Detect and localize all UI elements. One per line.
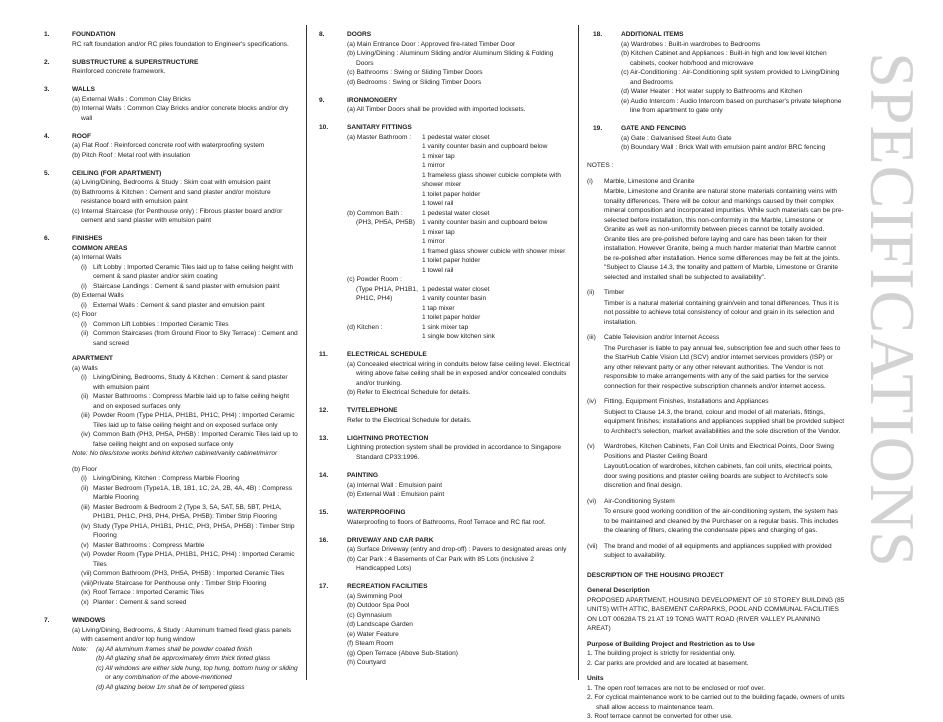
item-text: Master Bathrooms : Compress Marble laid up to false ceiling height and on exposed surfaces only [93, 393, 290, 410]
section-title: LIGHTNING PROTECTION [347, 434, 429, 442]
section-line: (d) Water Heater : Hot water supply to Bathrooms and Kitchen [621, 88, 803, 95]
section-line: (a) Wardrobes : Built-in wardrobes to Bedrooms [621, 40, 761, 48]
section-title: ROOF [72, 132, 92, 140]
subsection-title: APARTMENT [72, 355, 113, 363]
note-label: Note: [72, 645, 88, 653]
location-line: PH1C, PH4) [356, 295, 393, 303]
item-text: Common Staircases (from Ground Floor to Sky Terrace) : Cement and sand screed [93, 330, 298, 347]
purpose-title: Purpose of Building Project and Restriction as to Use [587, 640, 755, 648]
list-item [72, 579, 300, 589]
section-line: (b) Kitchen Cabinet and Appliances : Built-in high and low level kitchen cabinets, cooker hob/hood and microwave [621, 50, 827, 67]
location-line: (c) Powder Room : [347, 276, 402, 284]
fitting-item: 1 sink mixer tap [422, 323, 469, 331]
list-item [72, 411, 300, 430]
item-numeral: (x) [81, 598, 89, 606]
section-line: (a) External Walls : Common Clay Bricks [72, 95, 191, 103]
spec-section [38, 169, 300, 226]
fitting-item: 1 vanity counter basin and cupboard below [422, 219, 548, 227]
section-number: 10. [319, 124, 329, 132]
item-text: Common Bath (PH3, PH5A, PH5B) : Imported Ceramic Tiles laid up to false ceiling height and on exposed surface only [93, 431, 298, 448]
note-body: Layout/Location of wardrobes, kitchen cabinets, fan coil units, electrical points, door swing positions and plaster ceiling boards are subject to Architect's sole discretion and final design. [604, 463, 833, 490]
section-line: (e) Water Feature [347, 630, 399, 638]
spec-section [587, 124, 845, 153]
note-numeral: (i) [587, 177, 593, 185]
list-item [72, 484, 300, 503]
note-title: Wardrobes, Kitchen Cabinets, Fan Coil Units and Electrical Points, Door Swing Positions and Plaster Ceiling Board [604, 443, 834, 460]
section-line: (b) Bathrooms & Kitchen : Cement and sand plaster and/or moisture resistance board with emulsion paint [72, 188, 271, 206]
location-line: (a) Master Bathroom : [347, 133, 412, 141]
fitting-item: 1 vanity counter basin [422, 295, 487, 303]
section-number: 5. [44, 169, 50, 177]
fitting-item: 1 single bow kitchen sink [422, 333, 495, 341]
section-line: (b) Outdoor Spa Pool [347, 602, 410, 610]
purpose-item: 1. The building project is strictly for residential only. [587, 650, 736, 658]
section-line: (c) Internal Staircase (for Penthouse only) : Fibrous plaster board and/or cement and sand plaster with emulsion paint [72, 207, 283, 225]
section-number: 19. [593, 125, 603, 133]
spec-section [313, 471, 571, 500]
section-number: 12. [319, 407, 329, 415]
page-title: SPECIFICATIONS [857, 52, 928, 568]
section-line: (a) Internal Wall : Emulsion paint [347, 481, 443, 489]
fitting-item: 1 framed glass shower cubicle with shower mixer [422, 247, 566, 255]
section-number: 11. [319, 351, 328, 359]
item-numeral: (ix) [81, 589, 91, 597]
section-title: TV/TELEPHONE [347, 407, 398, 415]
fitting-item: 1 tap mixer [422, 304, 455, 312]
fitting-item: 1 mirror [422, 238, 445, 246]
section-number: 16. [319, 536, 329, 544]
section-line: (a) Main Entrance Door : Approved fire-rated Timber Door [347, 40, 516, 48]
section-line: (c) Gymnasium [347, 611, 392, 619]
item-numeral: (ii) [81, 393, 89, 401]
section-line: (b) Living/Dining : Aluminum Sliding and/or Aluminum Sliding & Folding Doors [347, 50, 554, 67]
section-title: FOUNDATION [72, 31, 116, 38]
spec-section [38, 616, 300, 692]
item-numeral: (iii) [81, 412, 90, 420]
section-line: (d) Bedrooms : Swing or Sliding Timber Doors [347, 78, 482, 86]
section-line: (a) Surface Driveway (entry and drop-off) : Pavers to designated areas only [347, 546, 567, 554]
note-title: Marble, Limestone and Granite [604, 177, 695, 185]
list-item [72, 541, 300, 551]
list-item [72, 320, 300, 330]
fitting-item: 1 mixer tap [422, 228, 455, 236]
notes-heading: NOTES : [587, 162, 614, 170]
section-title: ADDITIONAL ITEMS [621, 31, 684, 38]
fitting-location [347, 133, 422, 209]
section-line: Refer to the Electrical Schedule for details. [347, 416, 472, 424]
list-item [72, 588, 300, 598]
section-title: WATERPROOFING [347, 509, 406, 517]
section-line: (c) Air-Conditioning : Air-Conditioning split system provided to Living/Dining and Bedrooms [621, 69, 840, 86]
note-title: Air-Conditioning System [604, 497, 675, 505]
section-line: (c) Bathrooms : Swing or Sliding Timber Doors [347, 69, 483, 76]
fitting-item: 1 pedestal water closet [422, 285, 490, 293]
list-item [72, 598, 300, 608]
note-item [587, 288, 845, 327]
section-number: 2. [44, 58, 50, 66]
note-numeral: (iii) [587, 334, 596, 342]
section-title: SANITARY FITTINGS [347, 124, 412, 132]
vertical-title [857, 25, 928, 595]
fitting-location [347, 275, 422, 323]
fitting-item: 1 mixer tap [422, 152, 455, 160]
section-title: IRONMONGERY [347, 96, 398, 104]
note-title: Fitting, Equipment Finishes, Installations and Appliances [604, 398, 769, 406]
note-numeral: (v) [587, 443, 595, 451]
section-number: 3. [44, 86, 50, 94]
location-line: (Type PH1A, PH1B1, [356, 285, 418, 293]
housing-heading: DESCRIPTION OF THE HOUSING PROJECT [587, 571, 724, 579]
note-numeral: (vii) [587, 542, 598, 550]
list-item [72, 373, 300, 392]
section-line: Lightning protection system shall be provided in accordance to Singapore Standard CP33:1996. [347, 444, 562, 461]
subsection-label: (b) Floor [72, 465, 97, 473]
fitting-item: 1 pedestal water closet [422, 133, 490, 141]
spec-section [313, 30, 571, 87]
spec-section [38, 30, 300, 49]
note-body: Subject to Clause 14.3, the brand, colour and model of all materials, fittings, equipment finishes; installations and appliances supplied shall be provided subject to Architect's selection, market availabilities and the sole discretion of the Vendor. [604, 408, 845, 435]
section-line: Reinforced concrete framework. [72, 68, 166, 76]
spec-section [587, 30, 845, 116]
subsection-label: (c) Floor [72, 311, 97, 319]
section-line: (a) Concealed electrical wiring in conduits below false ceiling level. Electrical wiring above false ceiling shall be in exposed and/or concealed conduits and/or trunking. [347, 360, 570, 387]
fitting-item: 1 toilet paper holder [422, 314, 481, 322]
note-list [72, 645, 300, 693]
section-title: DOORS [347, 31, 372, 38]
section-number: 6. [44, 235, 50, 243]
note-text: Note: No tiles/stone works behind kitchen cabinet/vanity cabinet/mirror [72, 450, 278, 458]
section-line: (b) Boundary Wall : Brick Wall with emulsion paint and/or BRC fencing [621, 144, 826, 152]
spec-section [313, 406, 571, 425]
column-divider [306, 25, 307, 680]
item-numeral: (iv) [81, 522, 91, 530]
fitting-location [347, 209, 422, 276]
location-line: (d) Kitchen : [347, 323, 383, 331]
fitting-item: 1 toilet paper holder [422, 257, 481, 265]
fitting-items [422, 209, 571, 276]
subsection-label: (a) Walls [72, 364, 98, 372]
fitting-group [347, 209, 571, 276]
fitting-items [422, 275, 571, 323]
list-item [72, 329, 300, 348]
fitting-item: 1 towel rail [422, 200, 454, 208]
item-numeral: (vii) [81, 570, 92, 578]
note-numeral: (iv) [587, 398, 597, 406]
section-title: ELECTRICAL SCHEDULE [347, 351, 427, 359]
list-item [72, 522, 300, 541]
section-title: SUBSTRUCTURE & SUPERSTRUCTURE [72, 58, 199, 66]
note-item: (d) All glazing below 1m shall be of tempered glass [96, 683, 245, 691]
note-title: Cable Television and/or Internet Access [604, 334, 720, 342]
subsection-title: COMMON AREAS [72, 244, 128, 252]
note-item [587, 333, 845, 391]
list-item [72, 301, 300, 311]
item-text: Powder Room (Type PH1A, PH1B1, PH1C, PH4) : Imported Ceramic Tiles laid up to false ceiling height and on exposed surface only [93, 412, 295, 429]
item-text: Master Bedroom & Bedroom 2 (Type 3, 5A, 5AT, 5B, 5BT, PH1A, PH1B1, PH1C, PH3, PH4, PH5A, PH5B): Timber Strip Flooring [93, 503, 282, 521]
list-item [72, 263, 300, 282]
item-numeral: (ii) [81, 484, 89, 492]
spec-section [313, 508, 571, 527]
item-text: Study (Type PH1A, PH1B1, PH1C, PH3, PH5A, PH5B) : Timber Strip Flooring [93, 522, 295, 540]
section-number: 4. [44, 132, 50, 140]
fitting-item: 1 pedestal water closet [422, 209, 490, 217]
fitting-location [347, 323, 422, 342]
fitting-group [347, 323, 571, 342]
item-numeral: (i) [81, 475, 87, 483]
list-item [72, 550, 300, 569]
section-line: RC raft foundation and/or RC piles foundation to Engineer's specifications. [72, 40, 289, 48]
note-item [587, 397, 845, 436]
list-item [72, 569, 300, 579]
location-line: (b) Common Bath : [347, 209, 403, 217]
purpose-item: 2. Car parks are provided and are located at basement. [587, 659, 749, 667]
note-item [587, 497, 845, 536]
section-number: 7. [44, 617, 50, 625]
subsection-label: (a) Internal Walls [72, 254, 122, 262]
spec-section [313, 96, 571, 115]
section-line: (a) Living/Dining, Bedrooms, & Study : Aluminum framed fixed glass panels with casement and/or top hung window [72, 626, 292, 644]
section-number: 18. [593, 31, 603, 38]
item-text: Common Lift Lobbies : Imported Ceramic Tiles [93, 320, 229, 328]
list-item [72, 282, 300, 292]
section-line: (b) External Wall : Emulsion paint [347, 491, 445, 499]
section-line: (a) All Timber Doors shall be provided with imported locksets. [347, 106, 526, 114]
item-numeral: (i) [81, 301, 87, 309]
item-text: Living/Dining, Kitchen : Compress Marble Flooring [93, 475, 240, 483]
section-line: (g) Open Terrace (Above Sub-Station) [347, 649, 458, 657]
section-line: (b) Car Park : 4 Basements of Car Park with 85 Lots (inclusive 2 Handicapped Lots) [347, 555, 534, 573]
item-text: Private Staircase for Penthouse only : Timber Strip Flooring [93, 579, 267, 587]
item-numeral: (vi) [81, 551, 91, 559]
note-body: The Purchaser is liable to pay annual fee, subscription fee and such other fees to the StarHub Cable Vision Ltd (SCV) and/or internet services providers (ISP) or any other relevant party or any other relevant authorities. The Vendor is not responsible to make arrangements with any of the said parties for the service connection for their respective subscription channels and/or internet access. [604, 344, 841, 390]
general-description-body: PROPOSED APARTMENT, HOUSING DEVELOPMENT OF 10 STOREY BUILDING (85 UNITS) WITH ATTIC, BASEMENT CARPARKS, POOL AND COMMUNAL FACILITIES ON LOT 00628A TS 21 AT 19 TONG WATT ROAD (RIVER VALLEY PLANNING AREAT) [587, 596, 845, 633]
spec-section [38, 85, 300, 123]
spec-section [38, 234, 300, 607]
note-item [587, 442, 845, 491]
section-number: 8. [319, 31, 325, 38]
section-title: WALLS [72, 86, 96, 94]
note-item [587, 542, 845, 561]
section-number: 1. [44, 31, 50, 38]
location-line: (PH3, PH5A, PH5B) [356, 219, 415, 227]
section-number: 13. [319, 434, 329, 442]
note-item: (c) All windows are either side hung, top hung, bottom hung or sliding or any combination of the above-mentioned [96, 664, 298, 682]
item-numeral: (i) [81, 282, 87, 290]
fitting-item: 1 towel rail [422, 266, 454, 274]
item-numeral: (viii) [81, 579, 94, 587]
item-numeral: (iii) [81, 503, 90, 511]
section-line: (b) Internal Walls : Common Clay Bricks and/or concrete blocks and/or dry wall [72, 105, 289, 122]
note-numeral: (vi) [587, 497, 597, 505]
item-text: Roof Terrace : Imported Ceramic Tiles [93, 589, 204, 597]
note-item: (a) All aluminum frames shall be powder coated finish [96, 645, 253, 653]
middle-column [313, 30, 571, 676]
spec-section [313, 123, 571, 342]
note-item: (b) All glazing shall be approximately 6mm thick tinted glass [96, 655, 271, 663]
item-text: Lift Lobby : Imported Ceramic Tiles laid up to false ceiling height with cement & sand plaster and/or skim coating [93, 263, 294, 281]
item-numeral: (v) [81, 541, 89, 549]
section-title: PAINTING [347, 472, 379, 480]
spec-section [38, 58, 300, 77]
spec-section [313, 350, 571, 398]
item-numeral: (i) [81, 320, 87, 328]
subsection-label: (b) External Walls [72, 292, 124, 300]
item-text: Master Bedroom (Type1A, 1B, 1B1, 1C, 2A, 2B, 4A, 4B) : Compress Marble Flooring [93, 484, 292, 502]
section-line: (a) Swimming Pool [347, 592, 403, 600]
spec-section [313, 536, 571, 574]
section-title: WINDOWS [72, 617, 106, 625]
item-numeral: (i) [81, 374, 87, 382]
spec-section [38, 132, 300, 161]
spec-section [313, 582, 571, 668]
fitting-item: 1 frameless glass shower cubicle complete with shower mixer [422, 171, 561, 189]
note-numeral: (ii) [587, 289, 595, 297]
section-line: (a) Gate : Galvanised Steel Auto Gate [621, 134, 732, 142]
section-number: 9. [319, 96, 325, 104]
units-item: 3. Roof terrace cannot be converted for other use. [587, 713, 733, 721]
item-numeral: (ii) [81, 330, 89, 338]
section-line: (e) Audio Intercom : Audio Intercom based on purchaser's private telephone line from apartment to gate only [621, 97, 842, 114]
section-line: (a) Living/Dining, Bedrooms & Study : Skim coat with emulsion paint [72, 179, 271, 187]
fitting-group [347, 133, 571, 209]
section-number: 14. [319, 472, 329, 480]
note-item [587, 177, 845, 283]
section-line: (h) Courtyard [347, 659, 386, 667]
note-body: Marble, Limestone and Granite are natural stone materials containing veins with tonality differences. There will be colour and markings caused by their complex mineral composition and incorporated impurities. While such materials can be pre-selected before installation, this non-conformity in the Marble, Limestone or Granite as well as non-uniformity between pieces cannot be totally avoided. Granite tiles are pre-polished before laying and care has been taken for their installation. However Granite, being a much harder material than Marble cannot be re-polished after installation. Hence some differences may be felt at the joints. "Subject to Clause 14.3, the tonality and pattern of Marble, Limestone or Granite selected and installed shall be subjected to availability". [604, 188, 844, 281]
item-text: Master Bathrooms : Compress Marble [93, 541, 205, 549]
section-line: (b) Refer to Electrical Schedule for details. [347, 389, 471, 397]
general-description-title: General Description [587, 587, 650, 595]
section-title: CEILING (FOR APARTMENT) [72, 169, 162, 177]
units-title: Units [587, 675, 604, 683]
list-item [72, 392, 300, 411]
item-text: Common Bathroom (PH3, PH5A, PH5B) : Imported Ceramic Tiles [93, 570, 285, 578]
note-title: The brand and model of all equipments and appliances supplied with provided subject to availability. [604, 542, 832, 560]
section-line: (b) Pitch Roof : Metal roof with insulation [72, 151, 191, 159]
section-title: RECREATION FACILITIES [347, 583, 428, 591]
item-numeral: (iv) [81, 431, 91, 439]
section-title: DRIVEWAY AND CAR PARK [347, 536, 434, 544]
fitting-item: 1 mirror [422, 162, 445, 170]
item-text: Living/Dining, Bedrooms, Study & Kitchen : Cement & sand plaster with emulsion paint [93, 374, 288, 391]
list-item [72, 503, 300, 522]
fitting-items [422, 323, 571, 342]
list-item [72, 474, 300, 484]
fitting-item: 1 vanity counter basin and cupboard below [422, 143, 548, 151]
note-title: Timber [604, 289, 625, 297]
section-line: (a) Flat Roof : Reinforced concrete roof with waterproofing system [72, 142, 265, 150]
section-number: 17. [319, 583, 329, 591]
item-text: Powder Room (Type PH1A, PH1B1, PH1C, PH4) : Imported Ceramic Tiles [93, 551, 295, 568]
spec-section [313, 434, 571, 463]
item-text: External Walls : Cement & sand plaster and emulsion paint [93, 301, 265, 309]
note-body: Timber is a natural material containing grain/vein and tonal differences. Thus it is not possible to achieve total consistency of colour and grain in its selection and installation. [604, 299, 839, 326]
column-divider [578, 25, 579, 680]
section-number: 15. [319, 509, 329, 517]
section-line: (d) Landscape Garden [347, 621, 413, 629]
fitting-group [347, 275, 571, 323]
list-item [72, 430, 300, 449]
fitting-item: 1 toilet paper holder [422, 190, 481, 198]
section-title: FINISHES [72, 235, 103, 243]
section-line: (f) Steam Room [347, 640, 394, 648]
item-text: Planter : Cement & sand screed [93, 598, 187, 606]
item-numeral: (i) [81, 263, 87, 271]
note-body: To ensure good working condition of the air-conditioning system, the system has to be maintained and cleaned by the Purchaser on a regular basis. This includes the cleaning of filters, clearing the condensate pipes and charging of gas. [604, 508, 839, 535]
window-notes [72, 645, 300, 693]
fitting-item [422, 275, 571, 285]
right-column [587, 30, 845, 722]
section-title: GATE AND FENCING [621, 125, 687, 133]
fitting-items [422, 133, 571, 209]
units-item: 1. The open roof terraces are not to be enclosed or roof over. [587, 684, 766, 692]
section-line: Waterproofing to floors of Bathrooms, Roof Terrace and RC flat roof. [347, 518, 546, 526]
units-item: 2. For cyclical maintenance work to be carried out to the building façade, owners of units shall allow access to maintenance team. [587, 694, 845, 711]
item-text: Staircase Landings : Cement & sand plaster with emulsion paint [93, 282, 280, 290]
left-column [38, 30, 300, 701]
